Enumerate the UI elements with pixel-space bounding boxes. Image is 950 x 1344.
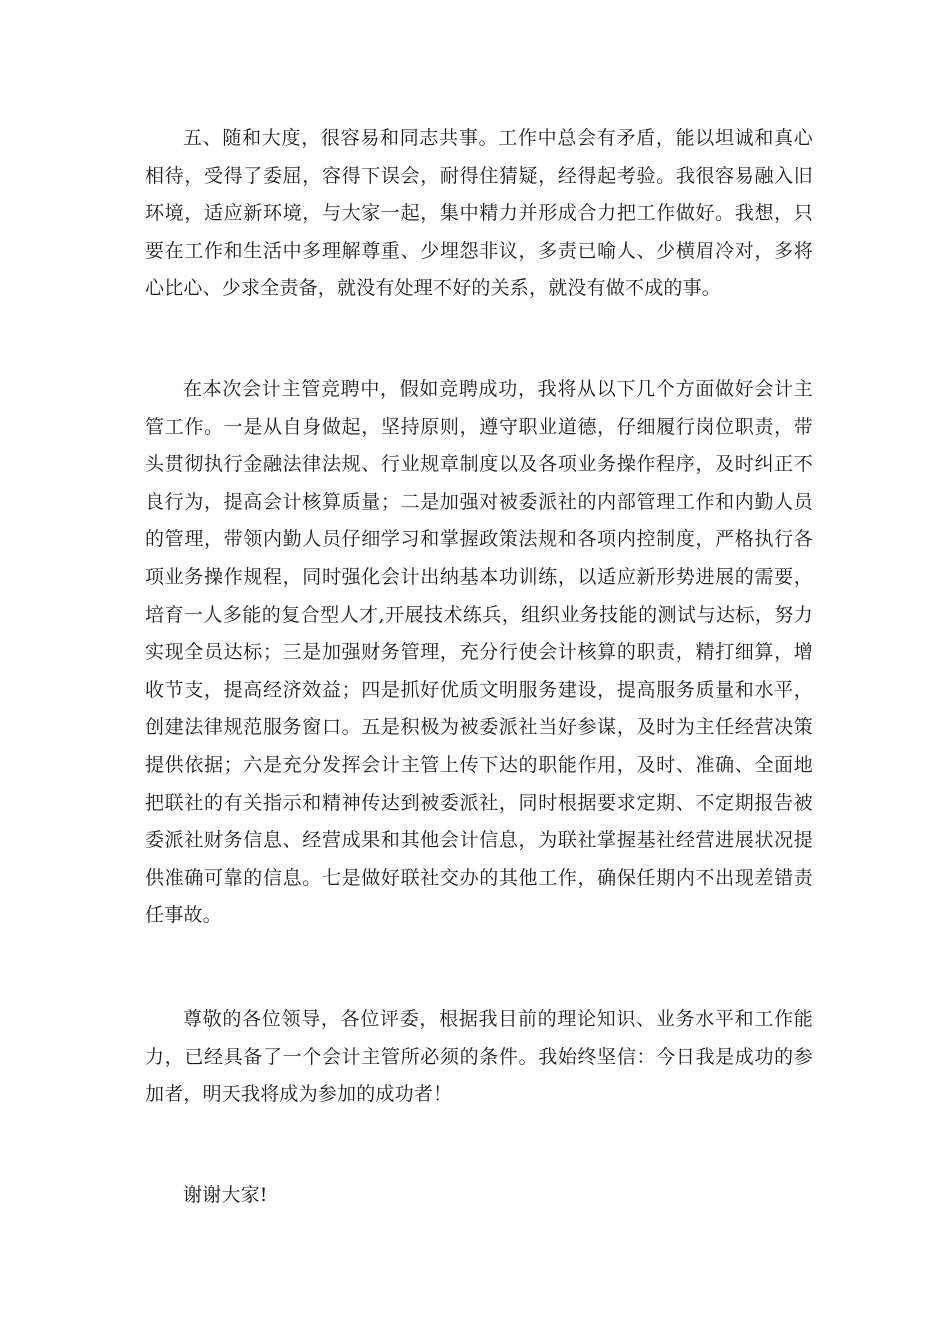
paragraph-conclusion: 尊敬的各位领导，各位评委，根据我目前的理论知识、业务水平和工作能力，已经具备了一个会计主管所必须的条件。我始终坚信：今日我是成功的参加者，明天我将成为参加的成功者！ — [145, 1008, 813, 1106]
paragraph-work-plan: 在本次会计主管竞聘中，假如竞聘成功，我将从以下几个方面做好会计主管工作。一是从自身做起，坚持原则，遵守职业道德，仔细履行岗位职责，带头贯彻执行金融法律法规、行业规章制度以及各项业务操作程序，及时纠正不良行为，提高会计核算质量；二是加强对被委派社的内部管理工作和内勤人员的管理，带领内勤人员仔细学习和掌握政策法规和各项内控制度，严格执行各项业务操作规程，同时强化会计出纳基本功训练，以适应新形势进展的需要，培育一人多能的复合型人才,开展技术练兵，组织业务技能的测试与达标，努力实现全员达标；三是加强财务管理，充分行使会计核算的职责，精打细算，增收节支，提高经济效益；四是抓好优质文明服务建设，提高服务质量和水平，创建法律规范服务窗口。五是积极为被委派社当好参谋，及时为主任经营决策提供依据；六是充分发挥会计主管上传下达的职能作用，及时、准确、全面地把联社的有关指示和精神传达到被委派社，同时根据要求定期、不定期报告被委派社财务信息、经营成果和其他会计信息，为联社掌握基社经营进展状况提供准确可靠的信息。七是做好联社交办的其他工作，确保任期内不出现差错责任事故。 — [145, 378, 813, 927]
paragraph-personality: 五、随和大度，很容易和同志共事。工作中总会有矛盾，能以坦诚和真心相待，受得了委屈，容得下误会，耐得住猜疑，经得起考验。我很容易融入旧环境，适应新环境，与大家一起，集中精力并形成合力把工作做好。我想，只要在工作和生活中多理解尊重、少埋怨非议，多责已喻人、少横眉冷对，多将心比心、少求全责备，就没有处理不好的关系，就没有做不成的事。 — [145, 127, 813, 300]
paragraph-thanks: 谢谢大家! — [183, 1184, 268, 1206]
